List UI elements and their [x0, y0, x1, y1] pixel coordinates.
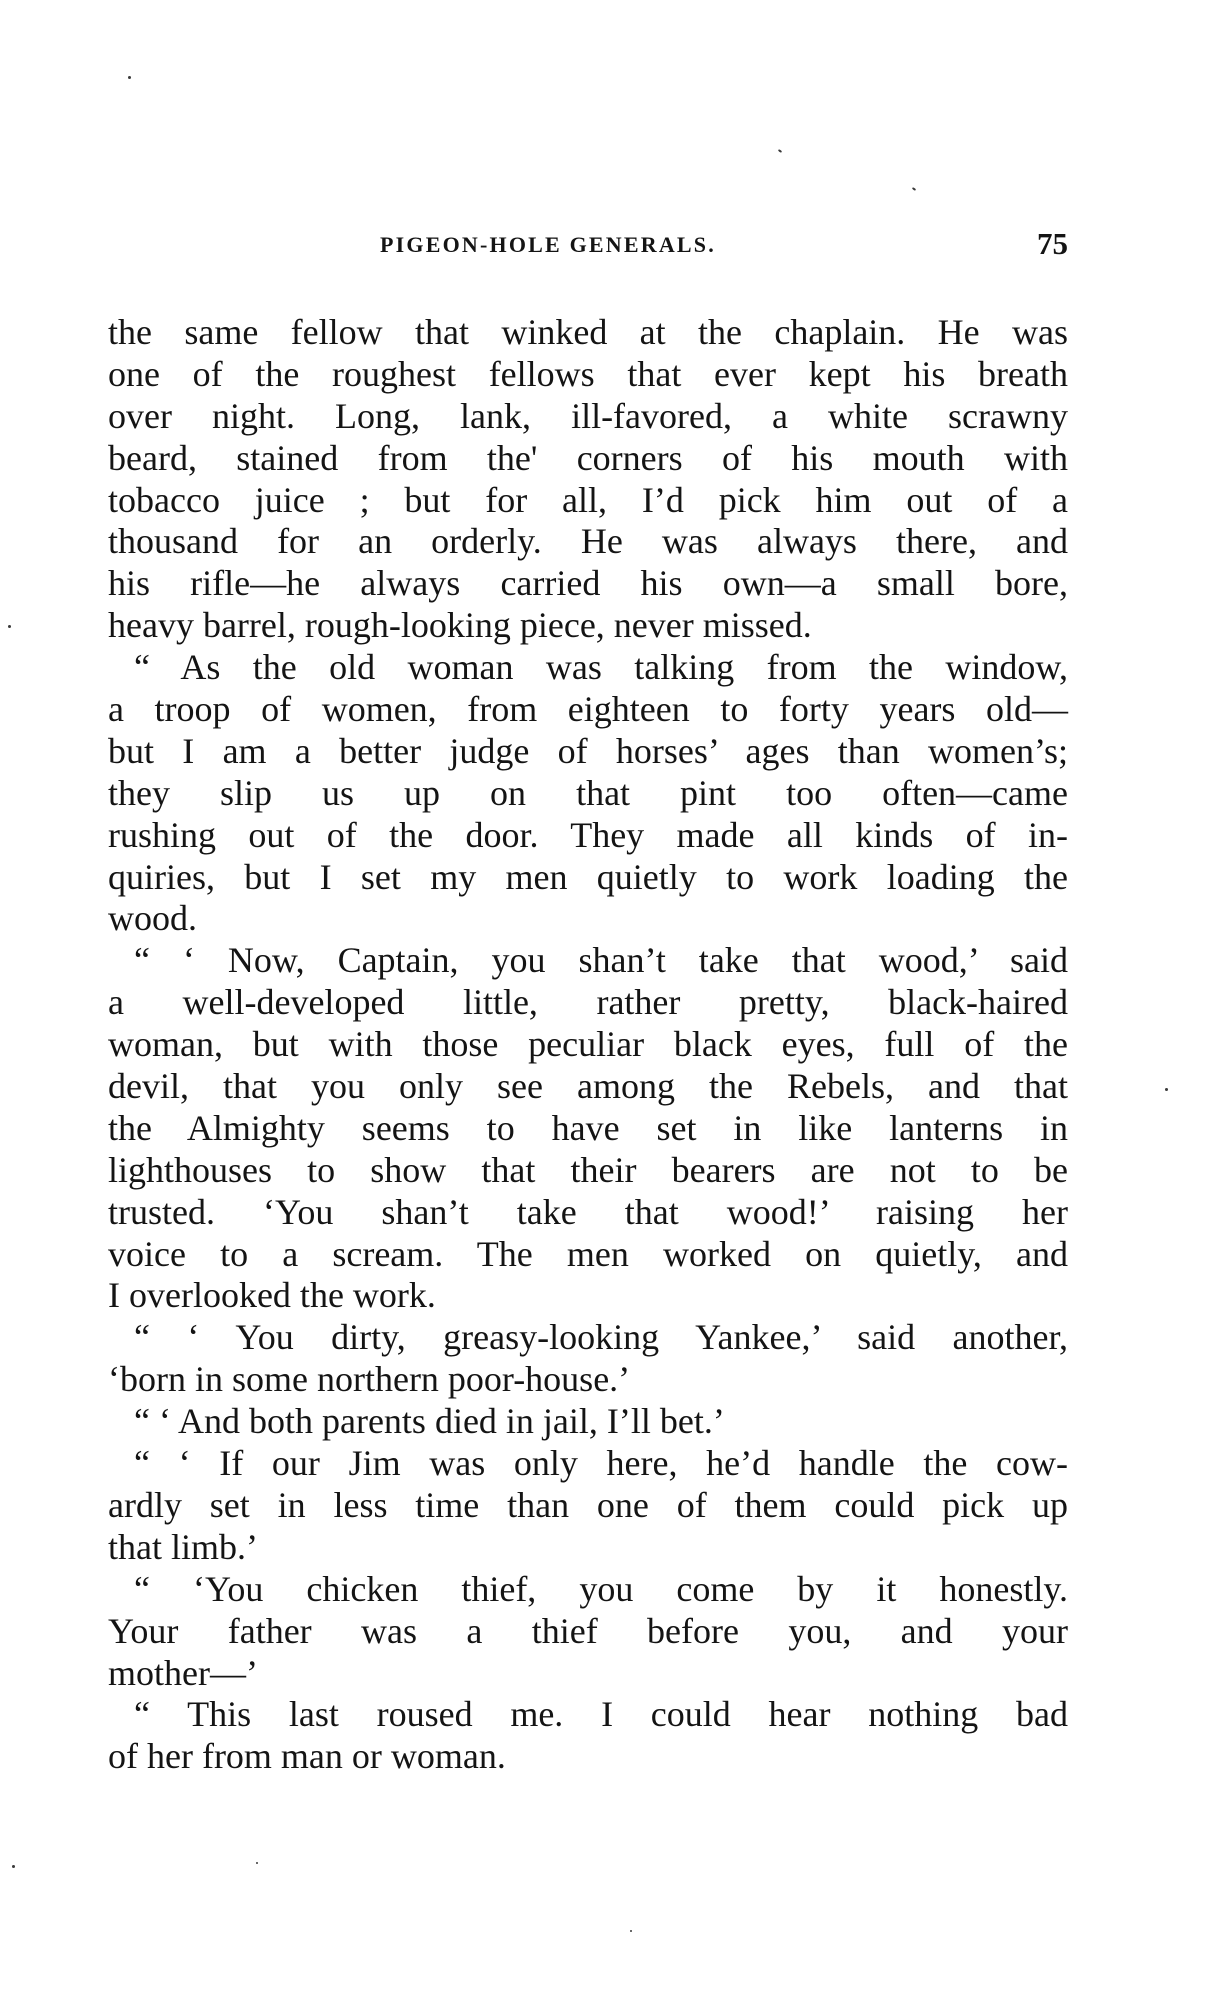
text-line: his rifle—he always carried his own—a small bore, [108, 563, 1068, 604]
text-line: “ ‘ And both parents died in jail, I’ll bet.’ [134, 1401, 725, 1442]
text-line: “ ‘ If our Jim was only here, he’d handle the cow- [134, 1443, 1068, 1484]
text-line: I overlooked the work. [108, 1275, 436, 1316]
text-line: a troop of women, from eighteen to forty years old— [108, 689, 1068, 730]
text-line: devil, that you only see among the Rebels, and that [108, 1066, 1068, 1107]
text-line: but I am a better judge of horses’ ages than women’s; [108, 730, 1068, 771]
text-line: over night. Long, lank, ill-favored, a white scrawny [108, 395, 1068, 436]
scan-speck [12, 1865, 15, 1868]
text-line: the Almighty seems to have set in like lanterns in [108, 1107, 1068, 1148]
text-line: a well-developed little, rather pretty, black-haired [108, 982, 1068, 1023]
body-text [108, 312, 1068, 1778]
text-line: ‘born in some northern poor-house.’ [108, 1359, 631, 1400]
scan-speck [778, 149, 782, 153]
text-line: tobacco juice ; but for all, I’d pick him out of a [108, 479, 1068, 520]
page-number: 75 [1037, 226, 1068, 261]
text-line: “ ‘ You dirty, greasy-looking Yankee,’ said another, [134, 1317, 1068, 1358]
text-line: of her from man or woman. [108, 1736, 506, 1777]
text-line: ardly set in less time than one of them could pick up [108, 1484, 1068, 1525]
text-line: heavy barrel, rough-looking piece, never missed. [108, 605, 812, 646]
scan-speck [128, 76, 131, 79]
text-line: they slip us up on that pint too often—came [108, 772, 1068, 813]
text-line: lighthouses to show that their bearers are not to be [108, 1149, 1068, 1190]
text-line: trusted. ‘You shan’t take that wood!’ raising her [108, 1191, 1068, 1232]
scan-speck [8, 625, 11, 628]
text-line: that limb.’ [108, 1526, 258, 1567]
text-line: mother—’ [108, 1652, 258, 1693]
running-title: PIGEON-HOLE GENERALS. [380, 232, 716, 257]
text-line: wood. [108, 898, 197, 939]
running-head [108, 226, 1068, 272]
text-line: “ ‘You chicken thief, you come by it honestly. [134, 1568, 1068, 1609]
text-line: one of the roughest fellows that ever kept his breath [108, 353, 1068, 394]
text-line: voice to a scream. The men worked on quietly, and [108, 1233, 1068, 1274]
text-line: Your father was a thief before you, and your [108, 1610, 1068, 1651]
text-line: “ ‘ Now, Captain, you shan’t take that wood,’ said [134, 940, 1068, 981]
scan-speck [912, 187, 916, 191]
scan-speck [630, 1930, 632, 1932]
text-line: “ As the old woman was talking from the window, [134, 647, 1068, 688]
text-line: beard, stained from the' corners of his mouth with [108, 437, 1068, 478]
text-line: woman, but with those peculiar black eyes, full of the [108, 1024, 1068, 1065]
text-line: “ This last roused me. I could hear nothing bad [134, 1694, 1068, 1735]
text-line: quiries, but I set my men quietly to work loading the [108, 856, 1068, 897]
scan-speck [1165, 1088, 1168, 1091]
scan-speck [256, 1862, 258, 1864]
text-line: the same fellow that winked at the chaplain. He was [108, 312, 1068, 352]
text-line: rushing out of the door. They made all kinds of in- [108, 814, 1068, 855]
text-line: thousand for an orderly. He was always there, and [108, 521, 1068, 562]
